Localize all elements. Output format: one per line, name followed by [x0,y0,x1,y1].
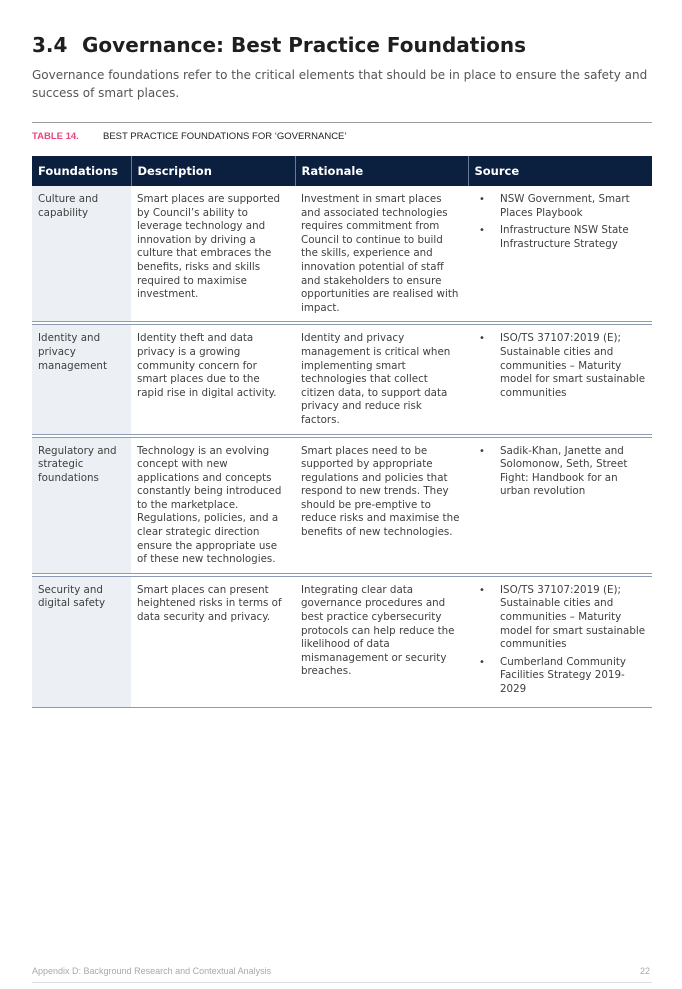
governance-table [32,156,652,708]
foundation-cell: Culture and capability [32,186,131,322]
source-cell [468,186,652,322]
source-cell [468,576,652,707]
source-list [474,584,646,697]
page-number: 22 [640,966,651,976]
bullet-icon: • [479,194,485,205]
table-row [32,576,652,707]
source-text: Infrastructure NSW State Infrastructure Strategy [500,224,629,250]
source-item [474,224,646,251]
bullet-icon: • [479,445,485,457]
section-number: 3.4 [32,33,68,57]
table-caption [32,131,347,142]
source-cell [468,325,652,434]
source-list [474,332,646,400]
foundation-cell: Security and digital safety [32,576,131,707]
bullet-icon: • [479,333,485,345]
source-list [474,445,646,499]
source-text: Sadik-Khan, Janette and Solomonow, Seth, Street Fight: Handbook for an urban revolution [500,444,628,498]
bullet-icon: • [479,225,485,237]
rationale-cell: Integrating clear data governance procedures and best practice cybersecurity protocols can help reduce the likelihood of data mismanagement or security breaches. [295,576,468,707]
description-cell: Identity theft and data privacy is a growing community concern for smart places due to the rapid rise in digital activity. [131,325,295,434]
top-divider [32,122,652,123]
table-row [32,325,652,434]
source-cell [468,437,652,573]
source-text: NSW Government, Smart Places Playbook [500,193,630,219]
bottom-divider [32,982,652,983]
source-text: ISO/TS 37107:2019 (E); Sustainable cities and communities – Maturity model for smart sustainable communities [500,583,646,651]
foundation-cell: Regulatory and strategic foundations [32,437,131,573]
source-item [474,193,646,220]
description-cell: Smart places are supported by Council’s ability to leverage technology and innovation by driving a culture that embraces the benefits, risks and skills required to maximise investment. [131,186,295,322]
source-text: ISO/TS 37107:2019 (E); Sustainable cities and communities – Maturity model for smart sustainable communities [500,332,646,399]
source-text: Cumberland Community Facilities Strategy 2019-2029 [500,655,626,695]
table-caption-text: BEST PRACTICE FOUNDATIONS FOR ‘GOVERNANCE’ [103,131,347,142]
table-number: TABLE 14. [32,131,79,142]
table-header-row [32,156,652,186]
section-title: Governance: Best Practice Foundations [82,33,527,57]
intro-paragraph: Governance foundations refer to the critical elements that should be in place to ensure the safety and success of smart places. [32,68,648,100]
section-heading [32,33,652,57]
foundation-cell: Identity and privacy management [32,325,131,434]
header-description: Description [131,156,295,186]
table-row [32,437,652,573]
source-list [474,193,646,251]
source-item [474,584,646,652]
description-cell: Technology is an evolving concept with new applications and concepts constantly being introduced to the marketplace. Regulations, policies, and a clear strategic direction ensure the appropriate use of these new technologies. [131,437,295,573]
rationale-cell: Investment in smart places and associated technologies requires commitment from Council to continue to build the skills, experience and innovation potential of staff and stakeholders to ensure opportunities are realised with impact. [295,186,468,322]
source-item [474,445,646,499]
description-cell: Smart places can present heightened risks in terms of data security and privacy. [131,576,295,707]
header-rationale: Rationale [295,156,468,186]
bullet-icon: • [479,656,485,668]
source-item [474,332,646,400]
header-source: Source [468,156,652,186]
footer-title: Appendix D: Background Research and Contextual Analysis [32,966,272,976]
rationale-cell: Smart places need to be supported by appropriate regulations and policies that respond to new trends. They should be pre-emptive to reduce risks and maximise the benefits of new technologies. [295,437,468,573]
bullet-icon: • [479,584,485,596]
rationale-cell: Identity and privacy management is critical when implementing smart technologies that collect citizen data, to support data privacy and reduce risk factors. [295,325,468,434]
table-row [32,186,652,322]
source-item [474,656,646,697]
header-foundations: Foundations [32,156,131,186]
